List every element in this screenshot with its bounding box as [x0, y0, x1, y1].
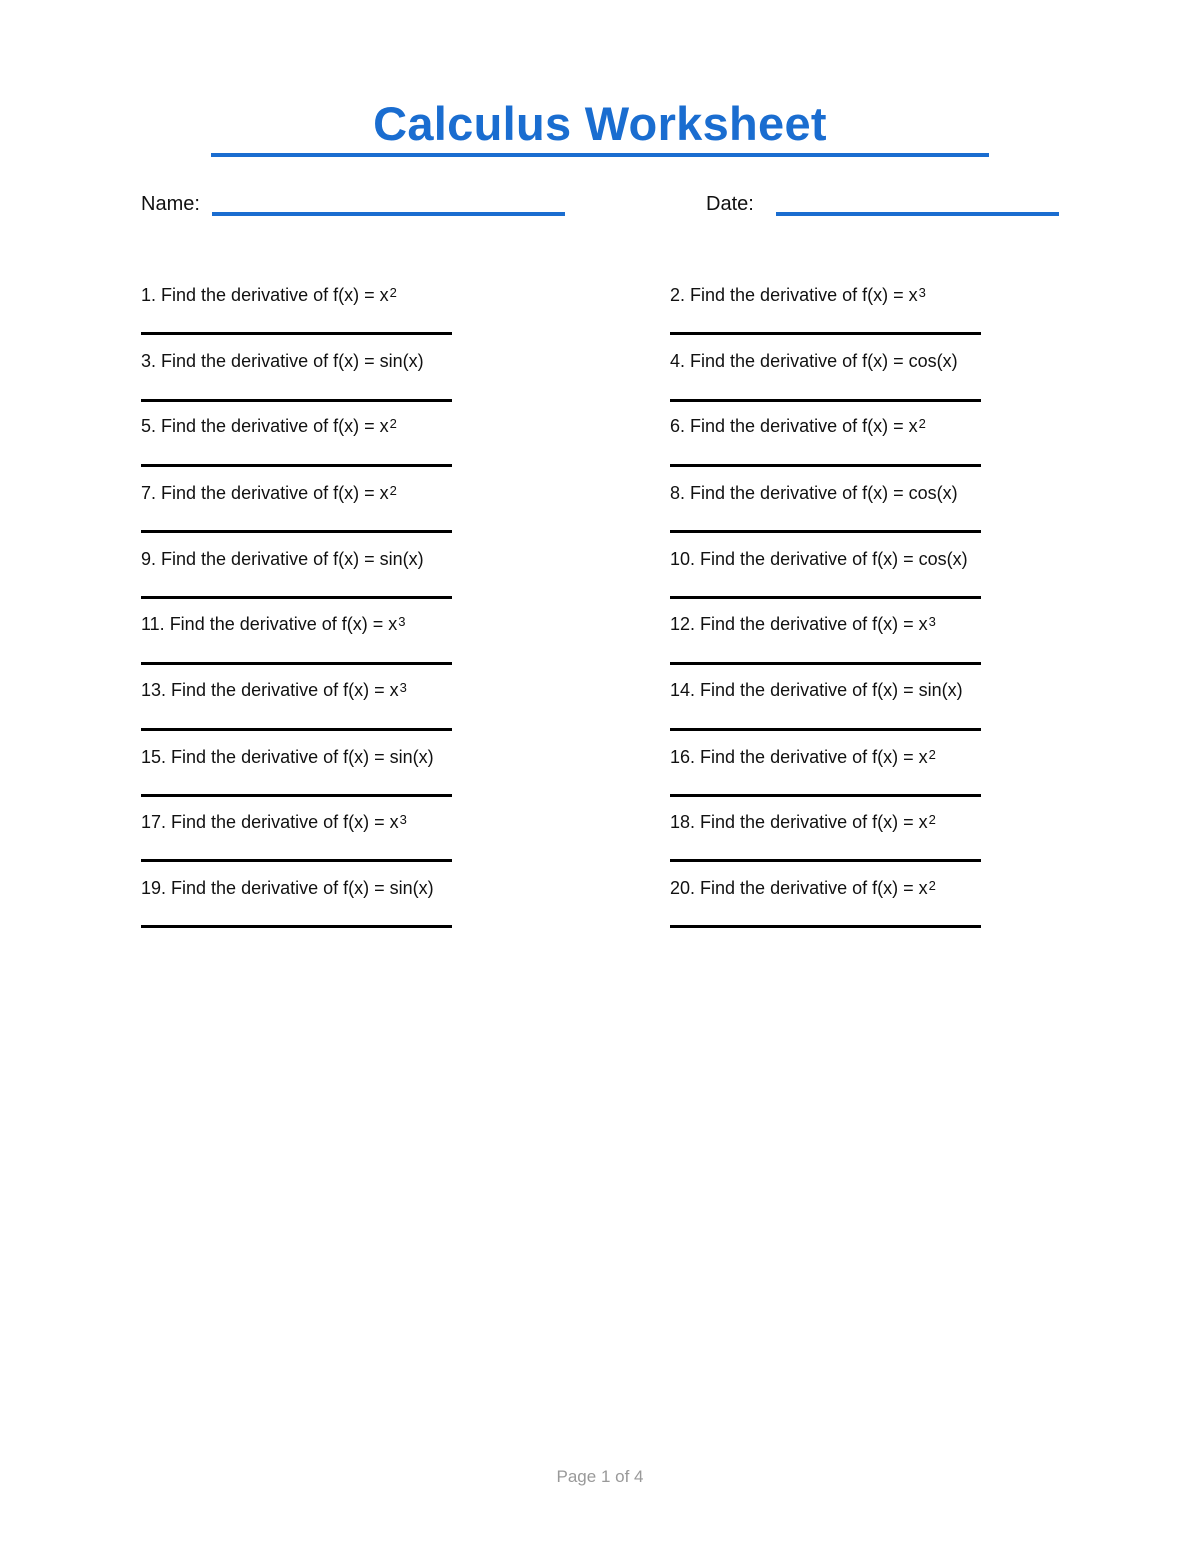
question-exponent: 2 [928, 747, 936, 762]
question-text [141, 284, 397, 308]
answer-line[interactable] [141, 596, 452, 599]
question-text [670, 679, 963, 701]
question-expression: x [918, 614, 928, 634]
question-text [670, 415, 926, 439]
question-text [670, 613, 936, 637]
answer-line[interactable] [141, 399, 452, 402]
question-prompt: 13. Find the derivative of f(x) = [141, 680, 390, 700]
answer-line[interactable] [670, 530, 981, 533]
answer-line[interactable] [141, 662, 452, 665]
question-expression: cos(x) [918, 549, 968, 569]
question-exponent: 3 [398, 614, 406, 629]
question-prompt: 2. Find the derivative of f(x) = [670, 285, 909, 305]
question-prompt: 4. Find the derivative of f(x) = [670, 351, 909, 371]
answer-line[interactable] [141, 530, 452, 533]
answer-line[interactable] [141, 332, 452, 335]
question-exponent: 3 [918, 285, 926, 300]
question-prompt: 16. Find the derivative of f(x) = [670, 747, 919, 767]
question-expression: x [379, 416, 389, 436]
question-prompt: 3. Find the derivative of f(x) = [141, 351, 380, 371]
worksheet-title: Calculus Worksheet [373, 97, 827, 150]
answer-line[interactable] [141, 925, 452, 928]
question-text [141, 877, 434, 899]
answer-line[interactable] [670, 596, 981, 599]
answer-line[interactable] [670, 464, 981, 467]
question-expression: x [918, 747, 928, 767]
page-number: Page 1 of 4 [556, 1467, 644, 1486]
answer-line[interactable] [670, 794, 981, 797]
question-exponent: 2 [928, 878, 936, 893]
answer-line[interactable] [670, 859, 981, 862]
question-expression: sin(x) [389, 878, 434, 898]
question-text [141, 613, 406, 637]
question-text [141, 679, 407, 703]
answer-line[interactable] [141, 859, 452, 862]
question-text [670, 811, 936, 835]
question-prompt: 8. Find the derivative of f(x) = [670, 483, 909, 503]
answer-line[interactable] [670, 662, 981, 665]
question-text [141, 415, 397, 439]
question-text [670, 548, 968, 570]
question-prompt: 5. Find the derivative of f(x) = [141, 416, 380, 436]
answer-line[interactable] [670, 728, 981, 731]
question-prompt: 14. Find the derivative of f(x) = [670, 680, 919, 700]
question-text [141, 350, 424, 372]
answer-line[interactable] [670, 925, 981, 928]
question-expression: x [379, 285, 389, 305]
date-field-line[interactable] [776, 212, 1059, 216]
question-prompt: 20. Find the derivative of f(x) = [670, 878, 919, 898]
question-prompt: 1. Find the derivative of f(x) = [141, 285, 380, 305]
question-prompt: 9. Find the derivative of f(x) = [141, 549, 380, 569]
question-text [141, 548, 424, 570]
answer-line[interactable] [141, 794, 452, 797]
question-expression: sin(x) [379, 351, 424, 371]
answer-line[interactable] [141, 728, 452, 731]
question-text [670, 877, 936, 901]
question-expression: x [389, 680, 399, 700]
question-text [670, 746, 936, 770]
question-prompt: 19. Find the derivative of f(x) = [141, 878, 390, 898]
question-expression: x [389, 812, 399, 832]
question-expression: cos(x) [908, 351, 958, 371]
question-expression: cos(x) [908, 483, 958, 503]
question-expression: x [379, 483, 389, 503]
question-prompt: 10. Find the derivative of f(x) = [670, 549, 919, 569]
question-prompt: 7. Find the derivative of f(x) = [141, 483, 380, 503]
question-expression: sin(x) [379, 549, 424, 569]
question-exponent: 3 [928, 614, 936, 629]
date-label: Date: [706, 193, 754, 215]
question-prompt: 12. Find the derivative of f(x) = [670, 614, 919, 634]
question-exponent: 3 [399, 812, 407, 827]
question-exponent: 3 [399, 680, 407, 695]
question-prompt: 15. Find the derivative of f(x) = [141, 747, 390, 767]
title-underline [211, 153, 989, 157]
question-exponent: 2 [918, 416, 926, 431]
question-text [141, 811, 407, 835]
answer-line[interactable] [141, 464, 452, 467]
question-text [670, 350, 958, 372]
question-text [141, 746, 434, 768]
question-expression: x [908, 416, 918, 436]
answer-line[interactable] [670, 332, 981, 335]
name-field-line[interactable] [212, 212, 565, 216]
question-expression: x [918, 812, 928, 832]
question-expression: x [908, 285, 918, 305]
question-text [670, 284, 926, 308]
question-exponent: 2 [389, 483, 397, 498]
question-expression: sin(x) [918, 680, 963, 700]
question-prompt: 11. Find the derivative of f(x) = [141, 614, 389, 634]
question-expression: x [388, 614, 398, 634]
question-prompt: 6. Find the derivative of f(x) = [670, 416, 909, 436]
question-text [670, 482, 958, 504]
question-exponent: 2 [928, 812, 936, 827]
question-prompt: 18. Find the derivative of f(x) = [670, 812, 919, 832]
question-expression: x [918, 878, 928, 898]
question-prompt: 17. Find the derivative of f(x) = [141, 812, 390, 832]
question-exponent: 2 [389, 416, 397, 431]
question-expression: sin(x) [389, 747, 434, 767]
answer-line[interactable] [670, 399, 981, 402]
name-label: Name: [141, 193, 200, 215]
question-exponent: 2 [389, 285, 397, 300]
question-text [141, 482, 397, 506]
